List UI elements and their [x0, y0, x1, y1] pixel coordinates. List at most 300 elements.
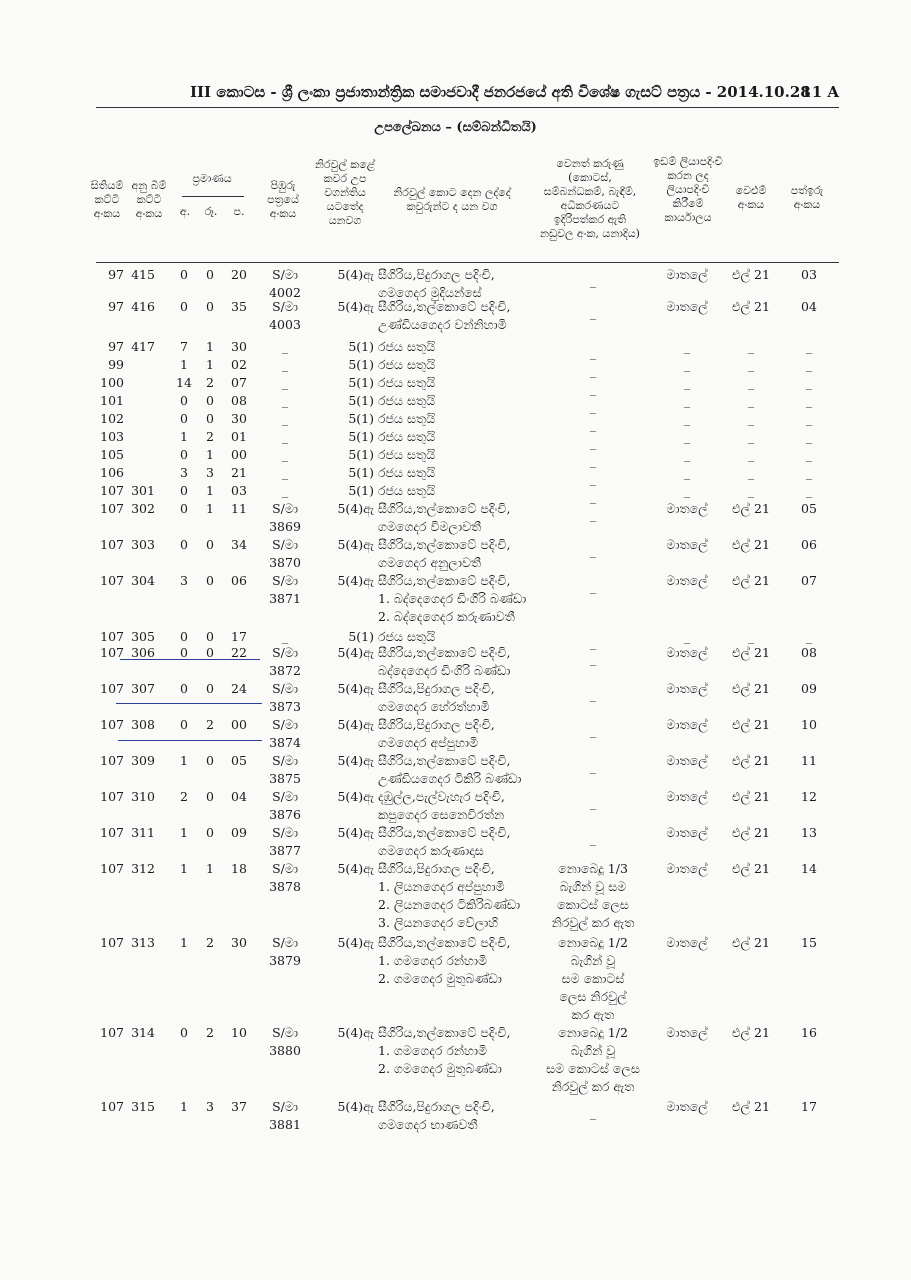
folio-cell: 08 — [801, 645, 817, 660]
claimant-line: සීගිරිය,තල්කොටේ පදිංචි, — [378, 573, 511, 588]
extent-acres-cell: 0 — [180, 501, 188, 516]
col-header-extent-r: රූ. — [204, 205, 218, 218]
extent-roods-cell: 0 — [206, 645, 214, 660]
plan-ref-cell: _ — [281, 629, 289, 644]
claimant-line: ගමගෙදර කරුණාදාස — [378, 843, 484, 858]
extent-perches-cell: 08 — [231, 393, 247, 408]
volume-cell: එල් 21 — [732, 789, 770, 804]
map-number-cell: 105 — [100, 447, 124, 462]
plan-ref-cell: _ — [281, 339, 289, 354]
other-notes-cell: _ — [589, 831, 597, 846]
plan-ref-cell: S/මා — [272, 537, 298, 552]
col-header-map-no: සිතියම් කට්ටි අංකය — [90, 179, 124, 220]
map-number-cell: 107 — [100, 483, 124, 498]
sub-lot-cell: 416 — [131, 299, 155, 314]
provision-cell: 5(1) — [348, 393, 374, 408]
folio-cell: _ — [805, 447, 813, 462]
extent-perches-cell: 30 — [231, 411, 247, 426]
extent-acres-cell: 1 — [180, 429, 188, 444]
provision-cell: 5(4)ඇ — [337, 537, 374, 552]
extent-perches-cell: 30 — [231, 339, 247, 354]
folio-cell: _ — [805, 483, 813, 498]
extent-roods-cell: 0 — [206, 789, 214, 804]
extent-acres-cell: 0 — [180, 1025, 188, 1040]
other-notes-cell: _ — [589, 453, 597, 468]
extent-acres-cell: 0 — [180, 629, 188, 644]
registry-cell: මාතලේ — [666, 717, 708, 732]
claimant-line: කපුගෙදර සෙනෙවිරත්න — [378, 807, 505, 822]
other-notes-cell: _ — [589, 507, 597, 522]
other-notes-cell: සම කොටස් ලෙස — [546, 1061, 640, 1076]
folio-cell: 04 — [801, 299, 817, 314]
volume-cell: _ — [747, 447, 755, 462]
folio-cell: _ — [805, 393, 813, 408]
volume-cell: එල් 21 — [732, 1025, 770, 1040]
volume-cell: _ — [747, 429, 755, 444]
registry-cell: _ — [683, 357, 691, 372]
sub-lot-cell: 306 — [131, 645, 155, 660]
extent-acres-cell: 3 — [180, 573, 188, 588]
col-header-other: වෙනත් කරුණු (කොටස්, සම්බන්ධකම්, බැඳීම්, අධිකරණයට ඉදිරිපත්කර ඇති නඩුවල අංක, යනාදිය) — [540, 157, 640, 240]
claimant-line: 2. ගමගෙදර මුතුබණ්ඩා — [378, 1061, 502, 1076]
plan-number-cell: 4002 — [269, 285, 301, 300]
extent-perches-cell: 05 — [231, 753, 247, 768]
extent-acres-cell: 1 — [180, 357, 188, 372]
sub-lot-cell: 301 — [131, 483, 155, 498]
provision-cell: 5(1) — [348, 357, 374, 372]
volume-cell: එල් 21 — [732, 1099, 770, 1114]
claimant-line: ගමගෙදර අනුලාවතී — [378, 555, 482, 570]
extent-perches-cell: 07 — [231, 375, 247, 390]
plan-ref-cell: S/මා — [272, 825, 298, 840]
other-notes-cell: _ — [589, 795, 597, 810]
other-notes-cell: _ — [589, 489, 597, 504]
claimant-line: රජය සතුයි — [378, 393, 436, 408]
provision-cell: 5(4)ඇ — [337, 753, 374, 768]
page-number: 11 A — [801, 83, 839, 101]
claimant-line: සීගිරිය,තල්කොටේ පදිංචි, — [378, 935, 511, 950]
provision-cell: 5(4)ඇ — [337, 717, 374, 732]
extent-perches-cell: 24 — [231, 681, 247, 696]
claimant-line: රජය සතුයි — [378, 375, 436, 390]
registry-cell: මාතලේ — [666, 1099, 708, 1114]
other-notes-cell: නොබෙදූ 1/3 — [558, 861, 628, 876]
sub-lot-cell: 307 — [131, 681, 155, 696]
extent-roods-cell: 3 — [206, 1099, 214, 1114]
extent-acres-cell: 0 — [180, 681, 188, 696]
schedule-subtitle: උපලේඛනය – (සම්බන්ධිතයි) — [374, 120, 537, 135]
extent-perches-cell: 20 — [231, 267, 247, 282]
claimant-line: සීගිරිය,තල්කොටේ පදිංචි, — [378, 299, 511, 314]
plan-number-cell: 3881 — [269, 1117, 301, 1132]
extent-acres-cell: 1 — [180, 861, 188, 876]
claimant-line: උණ්ඩියගෙදර වන්නිහාමි — [378, 317, 507, 332]
extent-perches-cell: 09 — [231, 825, 247, 840]
extent-roods-cell: 2 — [206, 375, 214, 390]
volume-cell: එල් 21 — [732, 573, 770, 588]
plan-number-cell: 3880 — [269, 1043, 301, 1058]
plan-ref-cell: _ — [281, 429, 289, 444]
map-number-cell: 107 — [100, 861, 124, 876]
map-number-cell: 97 — [108, 299, 124, 314]
folio-cell: 03 — [801, 267, 817, 282]
provision-cell: 5(4)ඇ — [337, 1025, 374, 1040]
plan-ref-cell: _ — [281, 447, 289, 462]
volume-cell: _ — [747, 465, 755, 480]
sub-lot-cell: 305 — [131, 629, 155, 644]
other-notes-cell: ලෙස නිරවුල් — [559, 989, 627, 1004]
folio-cell: _ — [805, 465, 813, 480]
extent-acres-cell: 0 — [180, 717, 188, 732]
claimant-line: 1. ගමගෙදර රන්හාමි — [378, 953, 487, 968]
claimant-line: සීගිරිය,පිදුරාගල පදිංචි, — [378, 717, 495, 732]
plan-number-cell: 3879 — [269, 953, 301, 968]
claimant-line: සීගිරිය,තල්කොටේ පදිංචි, — [378, 501, 511, 516]
map-number-cell: 106 — [100, 465, 124, 480]
sub-lot-cell: 417 — [131, 339, 155, 354]
other-notes-cell: _ — [589, 435, 597, 450]
plan-ref-cell: S/මා — [272, 299, 298, 314]
plan-ref-cell: _ — [281, 411, 289, 426]
map-number-cell: 107 — [100, 717, 124, 732]
claimant-line: රජය සතුයි — [378, 411, 436, 426]
other-notes-cell: _ — [589, 417, 597, 432]
plan-number-cell: 3877 — [269, 843, 301, 858]
extent-roods-cell: 1 — [206, 483, 214, 498]
plan-number-cell: 3878 — [269, 879, 301, 894]
folio-cell: 06 — [801, 537, 817, 552]
extent-acres-cell: 1 — [180, 753, 188, 768]
registry-cell: _ — [683, 483, 691, 498]
registry-cell: මාතලේ — [666, 267, 708, 282]
registry-cell: _ — [683, 465, 691, 480]
volume-cell: එල් 21 — [732, 935, 770, 950]
extent-acres-cell: 2 — [180, 789, 188, 804]
other-notes-cell: සම කොටස් — [561, 971, 625, 986]
sub-lot-cell: 304 — [131, 573, 155, 588]
extent-perches-cell: 22 — [231, 645, 247, 660]
extent-roods-cell: 1 — [206, 339, 214, 354]
provision-cell: 5(4)ඇ — [337, 645, 374, 660]
provision-cell: 5(1) — [348, 465, 374, 480]
extent-perches-cell: 10 — [231, 1025, 247, 1040]
provision-cell: 5(4)ඇ — [337, 825, 374, 840]
provision-cell: 5(4)ඇ — [337, 501, 374, 516]
extent-roods-cell: 1 — [206, 447, 214, 462]
extent-perches-cell: 17 — [231, 629, 247, 644]
table-header-rule — [96, 262, 839, 263]
extent-acres-cell: 0 — [180, 267, 188, 282]
other-notes-cell: _ — [589, 363, 597, 378]
registry-cell: _ — [683, 447, 691, 462]
claimant-line: ගමගෙදර හේරත්හාමි — [378, 699, 490, 714]
plan-ref-cell: S/මා — [272, 681, 298, 696]
claimant-line: 3. ලියනගෙදර වේලාහි — [378, 915, 499, 930]
plan-number-cell: 3870 — [269, 555, 301, 570]
other-notes-cell: _ — [589, 543, 597, 558]
header-rule — [96, 107, 839, 108]
folio-cell: 14 — [801, 861, 817, 876]
folio-cell: _ — [805, 629, 813, 644]
extent-acres-cell: 7 — [180, 339, 188, 354]
claimant-line: රජය සතුයි — [378, 339, 436, 354]
extent-roods-cell: 0 — [206, 267, 214, 282]
extent-roods-cell: 0 — [206, 573, 214, 588]
claimant-line: සීගිරිය,තල්කොටේ පදිංචි, — [378, 1025, 511, 1040]
volume-cell: _ — [747, 357, 755, 372]
other-notes-cell: කොටස් ලෙස — [557, 897, 629, 912]
other-notes-cell: _ — [589, 635, 597, 650]
map-number-cell: 107 — [100, 645, 124, 660]
sub-lot-cell: 309 — [131, 753, 155, 768]
other-notes-cell: කර ඇත — [571, 1007, 615, 1022]
col-header-extent-p: ප. — [233, 205, 245, 218]
extent-perches-cell: 18 — [231, 861, 247, 876]
registry-cell: මාතලේ — [666, 645, 708, 660]
claimant-line: රජය සතුයි — [378, 447, 436, 462]
plan-number-cell: 4003 — [269, 317, 301, 332]
extent-acres-cell: 0 — [180, 411, 188, 426]
extent-roods-cell: 0 — [206, 411, 214, 426]
folio-cell: 09 — [801, 681, 817, 696]
extent-perches-cell: 01 — [231, 429, 247, 444]
col-header-extent: ප්‍රමාණය — [192, 172, 232, 185]
claimant-line: රජය සතුයි — [378, 629, 436, 644]
plan-ref-cell: _ — [281, 393, 289, 408]
extent-acres-cell: 0 — [180, 537, 188, 552]
volume-cell: _ — [747, 483, 755, 498]
sub-lot-cell: 312 — [131, 861, 155, 876]
provision-cell: 5(1) — [348, 339, 374, 354]
extent-roods-cell: 1 — [206, 357, 214, 372]
registry-cell: _ — [683, 339, 691, 354]
extent-acres-cell: 0 — [180, 483, 188, 498]
provision-cell: 5(1) — [348, 483, 374, 498]
plan-ref-cell: _ — [281, 465, 289, 480]
claimant-line: රජය සතුයි — [378, 357, 436, 372]
other-notes-cell: බැගින් වූ — [570, 1043, 616, 1058]
extent-roods-cell: 0 — [206, 299, 214, 314]
extent-perches-cell: 00 — [231, 717, 247, 732]
provision-cell: 5(1) — [348, 629, 374, 644]
other-notes-cell: නිරවුල් කර ඇත — [551, 1079, 635, 1094]
volume-cell: _ — [747, 393, 755, 408]
sub-lot-cell: 303 — [131, 537, 155, 552]
blue-underline-mark — [116, 703, 262, 704]
folio-cell: _ — [805, 375, 813, 390]
claimant-line: 1. ගමගෙදර රන්හාමි — [378, 1043, 487, 1058]
sub-lot-cell: 308 — [131, 717, 155, 732]
plan-ref-cell: S/මා — [272, 267, 298, 282]
plan-ref-cell: S/මා — [272, 935, 298, 950]
plan-number-cell: 3872 — [269, 663, 301, 678]
map-number-cell: 107 — [100, 629, 124, 644]
map-number-cell: 107 — [100, 1025, 124, 1040]
provision-cell: 5(1) — [348, 447, 374, 462]
map-number-cell: 107 — [100, 789, 124, 804]
claimant-line: 2. ලියනගෙදර ටිකිරිබණ්ඩා — [378, 897, 521, 912]
extent-roods-cell: 2 — [206, 717, 214, 732]
other-notes-cell: _ — [589, 305, 597, 320]
plan-ref-cell: S/මා — [272, 645, 298, 660]
registry-cell: මාතලේ — [666, 501, 708, 516]
extent-perches-cell: 30 — [231, 935, 247, 950]
claimant-line: සීගිරිය,පිදුරාගල පදිංචි, — [378, 681, 495, 696]
extent-perches-cell: 03 — [231, 483, 247, 498]
provision-cell: 5(4)ඇ — [337, 1099, 374, 1114]
extent-perches-cell: 06 — [231, 573, 247, 588]
registry-cell: මාතලේ — [666, 573, 708, 588]
claimant-line: ගමගෙදර අප්පුහාමි — [378, 735, 479, 750]
extent-roods-cell: 0 — [206, 825, 214, 840]
extent-acres-cell: 0 — [180, 299, 188, 314]
plan-number-cell: 3869 — [269, 519, 301, 534]
registry-cell: මාතලේ — [666, 789, 708, 804]
extent-roods-cell: 2 — [206, 1025, 214, 1040]
col-header-plan-ref: පිඹුරු පත්‍රයේ අංකය — [267, 179, 299, 220]
provision-cell: 5(4)ඇ — [337, 935, 374, 950]
sub-lot-cell: 311 — [131, 825, 155, 840]
plan-ref-cell: S/මා — [272, 501, 298, 516]
other-notes-cell: _ — [589, 381, 597, 396]
provision-cell: 5(4)ඇ — [337, 861, 374, 876]
extent-perches-cell: 11 — [231, 501, 247, 516]
extent-acres-cell: 1 — [180, 825, 188, 840]
provision-cell: 5(1) — [348, 375, 374, 390]
extent-perches-cell: 04 — [231, 789, 247, 804]
folio-cell: 17 — [801, 1099, 817, 1114]
folio-cell: 05 — [801, 501, 817, 516]
registry-cell: මාතලේ — [666, 1025, 708, 1040]
claimant-line: 1. බද්දෙගෙදර ඩිංගිරි බණ්ඩා — [378, 591, 527, 606]
map-number-cell: 107 — [100, 825, 124, 840]
extent-perches-cell: 21 — [231, 465, 247, 480]
extent-roods-cell: 2 — [206, 429, 214, 444]
folio-cell: 16 — [801, 1025, 817, 1040]
map-number-cell: 97 — [108, 339, 124, 354]
volume-cell: _ — [747, 629, 755, 644]
other-notes-cell: නොබෙදූ 1/2 — [558, 1025, 628, 1040]
col-header-claimants: නිරවුල් කොට දෙන ලද්දේ කවුරුන්ට ද යන වග — [393, 186, 511, 213]
claimant-line: 2. බද්දෙගෙදර කරුණාවතී — [378, 609, 515, 624]
map-number-cell: 102 — [100, 411, 124, 426]
extent-roods-cell: 0 — [206, 629, 214, 644]
col-header-sub-lot: අනු බිම් කට්ටි අංකය — [131, 179, 167, 220]
registry-cell: මාතලේ — [666, 935, 708, 950]
col-header-folio: පත්ඉරු අංකය — [790, 184, 824, 211]
claimant-line: සීගිරිය,පිදුරාගල පදිංචි, — [378, 1099, 495, 1114]
other-notes-cell: _ — [589, 723, 597, 738]
col-header-extent-a: අ. — [179, 205, 191, 218]
claimant-line: දඹුල්ල,පැල්වැහැර පදිංචි, — [378, 789, 505, 804]
sub-lot-cell: 310 — [131, 789, 155, 804]
plan-ref-cell: S/මා — [272, 753, 298, 768]
extent-acres-cell: 1 — [180, 935, 188, 950]
map-number-cell: 101 — [100, 393, 124, 408]
other-notes-cell: බැගින් වූ සම — [559, 879, 627, 894]
other-notes-cell: _ — [589, 687, 597, 702]
map-number-cell: 100 — [100, 375, 124, 390]
plan-ref-cell: S/මා — [272, 717, 298, 732]
map-number-cell: 107 — [100, 501, 124, 516]
other-notes-cell: _ — [589, 759, 597, 774]
claimant-line: සීගිරිය,තල්කොටේ පදිංචි, — [378, 645, 511, 660]
provision-cell: 5(4)ඇ — [337, 789, 374, 804]
provision-cell: 5(4)ඇ — [337, 299, 374, 314]
registry-cell: මාතලේ — [666, 681, 708, 696]
claimant-line: රජය සතුයි — [378, 483, 436, 498]
folio-cell: 15 — [801, 935, 817, 950]
folio-cell: 11 — [801, 753, 817, 768]
provision-cell: 5(4)ඇ — [337, 267, 374, 282]
provision-cell: 5(4)ඇ — [337, 573, 374, 588]
sub-lot-cell: 313 — [131, 935, 155, 950]
sub-lot-cell: 415 — [131, 267, 155, 282]
registry-cell: මාතලේ — [666, 753, 708, 768]
claimant-line: 2. ගමගෙදර මුතුබණ්ඩා — [378, 971, 502, 986]
claimant-line: 1. ලියනගෙදර අප්පුහාමි — [378, 879, 505, 894]
plan-ref-cell: S/මා — [272, 573, 298, 588]
claimant-line: සීගිරිය,තල්කොටේ පදිංචි, — [378, 825, 511, 840]
volume-cell: _ — [747, 375, 755, 390]
sub-lot-cell: 315 — [131, 1099, 155, 1114]
volume-cell: _ — [747, 339, 755, 354]
folio-cell: _ — [805, 357, 813, 372]
plan-ref-cell: S/මා — [272, 861, 298, 876]
gazette-header-title: III කොටස - ශ්‍රී ලංකා ප්‍රජාතාන්ත්‍රික සමාජවාදී ජනරජයේ අති විශේෂ ගැසට් පත්‍රය - 2014.10.28 — [190, 83, 811, 101]
plan-ref-cell: S/මා — [272, 1099, 298, 1114]
sub-lot-cell: 314 — [131, 1025, 155, 1040]
claimant-line: ගමගෙදර මුදියන්සේ — [378, 285, 482, 300]
registry-cell: _ — [683, 393, 691, 408]
plan-number-cell: 3871 — [269, 591, 301, 606]
registry-cell: මාතලේ — [666, 299, 708, 314]
registry-cell: _ — [683, 629, 691, 644]
plan-ref-cell: _ — [281, 357, 289, 372]
registry-cell: _ — [683, 411, 691, 426]
registry-cell: මාතලේ — [666, 825, 708, 840]
col-header-registry: ඉඩම් ලියාපදිංචි කරන ලද ලියාපදිංචි කිරීමේ කාර්යාලය — [653, 155, 723, 224]
extent-acres-cell: 1 — [180, 1099, 188, 1114]
claimant-line: ගමගෙදර භාණවතී — [378, 1117, 478, 1132]
claimant-line: රජය සතුයි — [378, 429, 436, 444]
volume-cell: එල් 21 — [732, 753, 770, 768]
other-notes-cell: _ — [589, 345, 597, 360]
plan-number-cell: 3873 — [269, 699, 301, 714]
plan-ref-cell: _ — [281, 483, 289, 498]
registry-cell: මාතලේ — [666, 537, 708, 552]
other-notes-cell: නොබෙදූ 1/2 — [558, 935, 628, 950]
volume-cell: එල් 21 — [732, 267, 770, 282]
extent-roods-cell: 0 — [206, 537, 214, 552]
map-number-cell: 107 — [100, 681, 124, 696]
volume-cell: එල් 21 — [732, 681, 770, 696]
registry-cell: මාතලේ — [666, 861, 708, 876]
plan-ref-cell: S/මා — [272, 1025, 298, 1040]
plan-ref-cell: S/මා — [272, 789, 298, 804]
other-notes-cell: _ — [589, 399, 597, 414]
folio-cell: 12 — [801, 789, 817, 804]
extent-roods-cell: 2 — [206, 935, 214, 950]
provision-cell: 5(1) — [348, 411, 374, 426]
map-number-cell: 107 — [100, 537, 124, 552]
other-notes-cell: නිරවුල් කර ඇත — [551, 915, 635, 930]
extent-underline — [182, 196, 244, 197]
folio-cell: _ — [805, 429, 813, 444]
map-number-cell: 103 — [100, 429, 124, 444]
plan-number-cell: 3874 — [269, 735, 301, 750]
extent-acres-cell: 14 — [176, 375, 192, 390]
